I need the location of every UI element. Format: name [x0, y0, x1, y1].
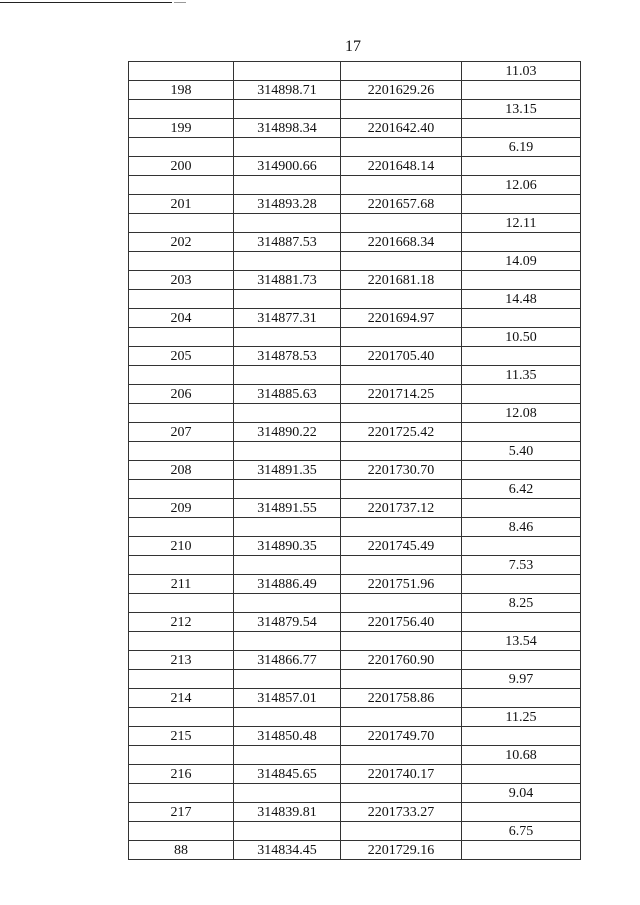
distance-cell — [462, 651, 581, 670]
y-coordinate-cell: 2201714.25 — [341, 385, 462, 404]
x-coordinate-cell — [234, 62, 341, 81]
point-number-cell: 201 — [129, 195, 234, 214]
point-number-cell: 202 — [129, 233, 234, 252]
distance-cell: 5.40 — [462, 442, 581, 461]
x-coordinate-cell — [234, 290, 341, 309]
point-number-cell: 213 — [129, 651, 234, 670]
y-coordinate-cell: 2201725.42 — [341, 423, 462, 442]
y-coordinate-cell: 2201694.97 — [341, 309, 462, 328]
point-row — [129, 537, 581, 556]
distance-cell: 10.68 — [462, 746, 581, 765]
y-coordinate-cell — [341, 518, 462, 537]
distance-cell: 8.46 — [462, 518, 581, 537]
point-number-cell — [129, 366, 234, 385]
point-row — [129, 841, 581, 860]
x-coordinate-cell — [234, 214, 341, 233]
point-number-cell: 200 — [129, 157, 234, 176]
distance-cell: 6.75 — [462, 822, 581, 841]
distance-row — [129, 822, 581, 841]
y-coordinate-cell — [341, 708, 462, 727]
x-coordinate-cell — [234, 556, 341, 575]
y-coordinate-cell: 2201657.68 — [341, 195, 462, 214]
y-coordinate-cell: 2201730.70 — [341, 461, 462, 480]
point-number-cell — [129, 252, 234, 271]
point-row — [129, 499, 581, 518]
x-coordinate-cell: 314891.35 — [234, 461, 341, 480]
point-row — [129, 651, 581, 670]
distance-row — [129, 594, 581, 613]
distance-row — [129, 62, 581, 81]
distance-cell — [462, 81, 581, 100]
point-row — [129, 385, 581, 404]
y-coordinate-cell: 2201648.14 — [341, 157, 462, 176]
point-row — [129, 233, 581, 252]
x-coordinate-cell — [234, 822, 341, 841]
distance-cell: 12.06 — [462, 176, 581, 195]
distance-cell: 11.03 — [462, 62, 581, 81]
distance-row — [129, 670, 581, 689]
x-coordinate-cell: 314885.63 — [234, 385, 341, 404]
distance-cell — [462, 727, 581, 746]
y-coordinate-cell — [341, 594, 462, 613]
point-number-cell: 203 — [129, 271, 234, 290]
y-coordinate-cell: 2201745.49 — [341, 537, 462, 556]
y-coordinate-cell: 2201737.12 — [341, 499, 462, 518]
x-coordinate-cell: 314890.22 — [234, 423, 341, 442]
point-number-cell: 208 — [129, 461, 234, 480]
distance-cell — [462, 803, 581, 822]
distance-row — [129, 442, 581, 461]
distance-row — [129, 404, 581, 423]
y-coordinate-cell: 2201729.16 — [341, 841, 462, 860]
distance-row — [129, 328, 581, 347]
x-coordinate-cell: 314839.81 — [234, 803, 341, 822]
point-number-cell: 215 — [129, 727, 234, 746]
y-coordinate-cell — [341, 252, 462, 271]
y-coordinate-cell — [341, 442, 462, 461]
coordinates-table — [128, 61, 581, 860]
y-coordinate-cell: 2201642.40 — [341, 119, 462, 138]
point-number-cell — [129, 100, 234, 119]
point-number-cell: 199 — [129, 119, 234, 138]
x-coordinate-cell — [234, 518, 341, 537]
y-coordinate-cell — [341, 404, 462, 423]
x-coordinate-cell — [234, 670, 341, 689]
distance-row — [129, 480, 581, 499]
distance-cell: 14.09 — [462, 252, 581, 271]
distance-cell — [462, 575, 581, 594]
y-coordinate-cell — [341, 784, 462, 803]
y-coordinate-cell: 2201705.40 — [341, 347, 462, 366]
point-row — [129, 803, 581, 822]
y-coordinate-cell: 2201681.18 — [341, 271, 462, 290]
point-number-cell: 88 — [129, 841, 234, 860]
point-number-cell — [129, 708, 234, 727]
distance-cell — [462, 499, 581, 518]
distance-row — [129, 518, 581, 537]
distance-row — [129, 784, 581, 803]
point-number-cell — [129, 176, 234, 195]
y-coordinate-cell — [341, 556, 462, 575]
point-number-cell: 211 — [129, 575, 234, 594]
distance-cell — [462, 309, 581, 328]
distance-row — [129, 708, 581, 727]
y-coordinate-cell: 2201740.17 — [341, 765, 462, 784]
distance-cell — [462, 157, 581, 176]
distance-cell: 13.15 — [462, 100, 581, 119]
x-coordinate-cell — [234, 138, 341, 157]
x-coordinate-cell: 314893.28 — [234, 195, 341, 214]
point-row — [129, 613, 581, 632]
distance-cell: 9.04 — [462, 784, 581, 803]
point-number-cell: 209 — [129, 499, 234, 518]
y-coordinate-cell — [341, 480, 462, 499]
x-coordinate-cell — [234, 784, 341, 803]
point-number-cell — [129, 594, 234, 613]
point-row — [129, 689, 581, 708]
distance-cell — [462, 613, 581, 632]
distance-cell: 14.48 — [462, 290, 581, 309]
x-coordinate-cell: 314898.71 — [234, 81, 341, 100]
distance-cell: 12.08 — [462, 404, 581, 423]
x-coordinate-cell: 314900.66 — [234, 157, 341, 176]
x-coordinate-cell — [234, 708, 341, 727]
distance-row — [129, 100, 581, 119]
y-coordinate-cell — [341, 100, 462, 119]
x-coordinate-cell: 314898.34 — [234, 119, 341, 138]
point-number-cell: 198 — [129, 81, 234, 100]
distance-cell — [462, 385, 581, 404]
y-coordinate-cell: 2201751.96 — [341, 575, 462, 594]
point-row — [129, 461, 581, 480]
point-number-cell: 207 — [129, 423, 234, 442]
y-coordinate-cell — [341, 366, 462, 385]
x-coordinate-cell: 314879.54 — [234, 613, 341, 632]
x-coordinate-cell — [234, 252, 341, 271]
x-coordinate-cell — [234, 746, 341, 765]
x-coordinate-cell — [234, 594, 341, 613]
point-row — [129, 119, 581, 138]
point-number-cell — [129, 480, 234, 499]
point-number-cell — [129, 746, 234, 765]
point-number-cell — [129, 138, 234, 157]
distance-row — [129, 252, 581, 271]
x-coordinate-cell — [234, 100, 341, 119]
distance-cell — [462, 537, 581, 556]
x-coordinate-cell: 314866.77 — [234, 651, 341, 670]
point-number-cell — [129, 442, 234, 461]
distance-cell — [462, 119, 581, 138]
point-number-cell — [129, 404, 234, 423]
y-coordinate-cell — [341, 632, 462, 651]
x-coordinate-cell — [234, 366, 341, 385]
point-row — [129, 575, 581, 594]
point-number-cell: 210 — [129, 537, 234, 556]
point-number-cell: 212 — [129, 613, 234, 632]
point-number-cell — [129, 632, 234, 651]
point-number-cell — [129, 822, 234, 841]
y-coordinate-cell: 2201668.34 — [341, 233, 462, 252]
x-coordinate-cell: 314834.45 — [234, 841, 341, 860]
distance-cell: 11.25 — [462, 708, 581, 727]
point-number-cell: 214 — [129, 689, 234, 708]
distance-cell: 12.11 — [462, 214, 581, 233]
y-coordinate-cell — [341, 746, 462, 765]
distance-row — [129, 632, 581, 651]
distance-cell — [462, 841, 581, 860]
distance-cell — [462, 689, 581, 708]
distance-cell: 7.53 — [462, 556, 581, 575]
distance-cell — [462, 347, 581, 366]
point-number-cell — [129, 328, 234, 347]
distance-cell: 6.19 — [462, 138, 581, 157]
point-number-cell — [129, 214, 234, 233]
y-coordinate-cell: 2201733.27 — [341, 803, 462, 822]
point-row — [129, 423, 581, 442]
x-coordinate-cell: 314845.65 — [234, 765, 341, 784]
distance-cell: 10.50 — [462, 328, 581, 347]
y-coordinate-cell: 2201760.90 — [341, 651, 462, 670]
page-number: 17 — [345, 38, 361, 55]
point-row — [129, 347, 581, 366]
distance-row — [129, 746, 581, 765]
x-coordinate-cell — [234, 480, 341, 499]
x-coordinate-cell: 314890.35 — [234, 537, 341, 556]
distance-cell — [462, 195, 581, 214]
distance-row — [129, 366, 581, 385]
y-coordinate-cell — [341, 214, 462, 233]
y-coordinate-cell — [341, 176, 462, 195]
point-row — [129, 157, 581, 176]
point-number-cell — [129, 556, 234, 575]
x-coordinate-cell: 314878.53 — [234, 347, 341, 366]
x-coordinate-cell: 314850.48 — [234, 727, 341, 746]
point-number-cell — [129, 62, 234, 81]
distance-row — [129, 214, 581, 233]
point-row — [129, 309, 581, 328]
y-coordinate-cell: 2201758.86 — [341, 689, 462, 708]
y-coordinate-cell — [341, 290, 462, 309]
distance-row — [129, 138, 581, 157]
distance-cell — [462, 765, 581, 784]
x-coordinate-cell: 314881.73 — [234, 271, 341, 290]
point-number-cell — [129, 784, 234, 803]
point-number-cell: 216 — [129, 765, 234, 784]
x-coordinate-cell: 314886.49 — [234, 575, 341, 594]
x-coordinate-cell — [234, 632, 341, 651]
distance-cell: 13.54 — [462, 632, 581, 651]
distance-cell — [462, 423, 581, 442]
point-number-cell — [129, 518, 234, 537]
x-coordinate-cell: 314857.01 — [234, 689, 341, 708]
point-number-cell — [129, 290, 234, 309]
point-row — [129, 727, 581, 746]
y-coordinate-cell — [341, 138, 462, 157]
y-coordinate-cell — [341, 328, 462, 347]
distance-cell: 6.42 — [462, 480, 581, 499]
point-row — [129, 81, 581, 100]
point-number-cell: 206 — [129, 385, 234, 404]
y-coordinate-cell: 2201629.26 — [341, 81, 462, 100]
x-coordinate-cell — [234, 442, 341, 461]
distance-cell: 11.35 — [462, 366, 581, 385]
x-coordinate-cell — [234, 328, 341, 347]
y-coordinate-cell: 2201749.70 — [341, 727, 462, 746]
y-coordinate-cell — [341, 822, 462, 841]
distance-row — [129, 176, 581, 195]
distance-cell: 9.97 — [462, 670, 581, 689]
x-coordinate-cell: 314877.31 — [234, 309, 341, 328]
x-coordinate-cell: 314891.55 — [234, 499, 341, 518]
point-number-cell: 217 — [129, 803, 234, 822]
header-rule-tail — [174, 2, 186, 3]
x-coordinate-cell — [234, 176, 341, 195]
distance-cell: 8.25 — [462, 594, 581, 613]
distance-cell — [462, 271, 581, 290]
point-row — [129, 271, 581, 290]
point-row — [129, 765, 581, 784]
distance-row — [129, 556, 581, 575]
point-number-cell — [129, 670, 234, 689]
distance-row — [129, 290, 581, 309]
distance-cell — [462, 461, 581, 480]
point-row — [129, 195, 581, 214]
y-coordinate-cell: 2201756.40 — [341, 613, 462, 632]
x-coordinate-cell: 314887.53 — [234, 233, 341, 252]
y-coordinate-cell — [341, 62, 462, 81]
header-rule — [0, 2, 172, 3]
point-number-cell: 205 — [129, 347, 234, 366]
point-number-cell: 204 — [129, 309, 234, 328]
y-coordinate-cell — [341, 670, 462, 689]
distance-cell — [462, 233, 581, 252]
x-coordinate-cell — [234, 404, 341, 423]
